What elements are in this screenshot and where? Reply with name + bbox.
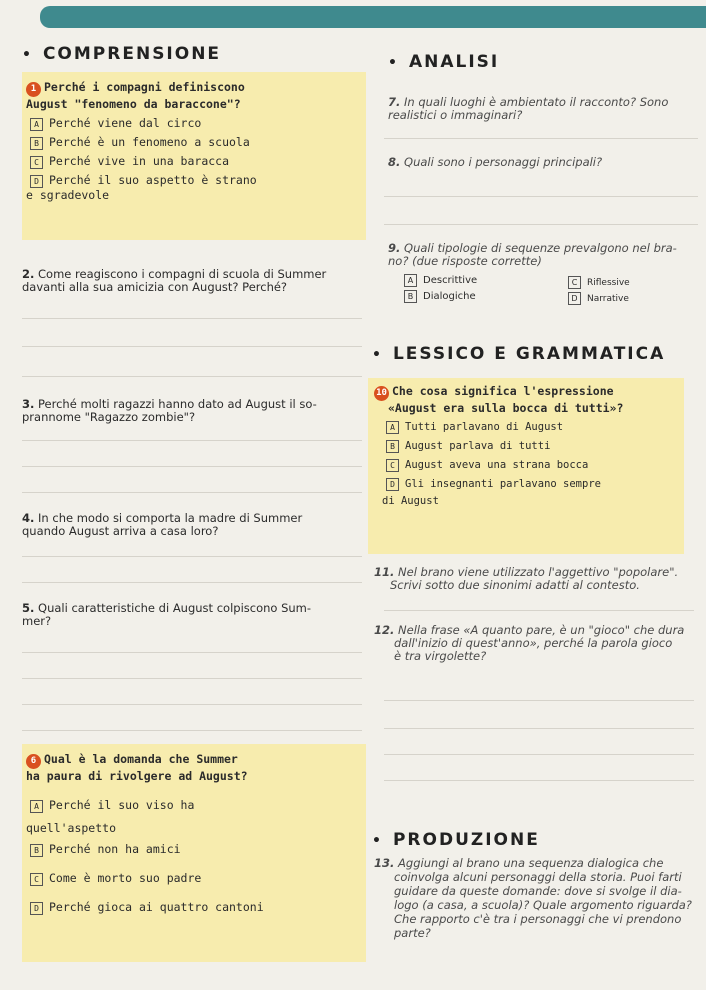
q9-option-c[interactable]: C Riflessive <box>568 276 630 290</box>
question-5: 5. Quali caratteristiche di August colpiscono Sum- mer? <box>22 601 312 628</box>
answer-line[interactable] <box>384 700 694 701</box>
question-2: 2. Come reagiscono i compagni di scuola di Summer davanti alla sua amicizia con August? Perché? <box>22 267 327 294</box>
question-number: 1 <box>26 82 41 97</box>
question-1-options <box>26 116 257 203</box>
q9-option-b[interactable]: B Dialogiche <box>404 290 476 303</box>
answer-line[interactable] <box>22 440 362 441</box>
answer-line[interactable] <box>384 610 694 611</box>
question-9: 9. Quali tipologie di sequenze prevalgono nel bra- no? (due risposte corrette) <box>388 241 677 268</box>
option-a[interactable]: A Perché il suo viso ha <box>30 798 264 813</box>
option-d[interactable]: D Perché gioca ai quattro cantoni <box>30 900 264 915</box>
answer-line[interactable] <box>384 138 698 139</box>
answer-line[interactable] <box>22 376 362 377</box>
option-a-continued: quell'aspetto <box>26 821 117 835</box>
q9-option-d[interactable]: D Narrative <box>568 292 629 306</box>
question-1-text: 1 Perché i compagni definiscono August "fenomeno da baraccone"? <box>26 80 245 111</box>
question-4: 4. In che modo si comporta la madre di Summer quando August arriva a casa loro? <box>22 511 303 538</box>
answer-line[interactable] <box>384 728 694 729</box>
option-c[interactable]: C August aveva una strana bocca <box>386 458 601 473</box>
option-d-continued: di August <box>382 495 439 507</box>
answer-line[interactable] <box>384 196 698 197</box>
answer-line[interactable] <box>22 466 362 467</box>
answer-line[interactable] <box>22 678 362 679</box>
option-d[interactable]: D Perché il suo aspetto è strano <box>30 173 257 188</box>
answer-line[interactable] <box>22 704 362 705</box>
question-10-options <box>382 420 601 509</box>
question-8: 8. Quali sono i personaggi principali? <box>388 155 603 169</box>
option-b[interactable]: B Perché non ha amici <box>30 842 264 857</box>
option-a[interactable]: A Tutti parlavano di August <box>386 420 601 435</box>
answer-line[interactable] <box>22 318 362 319</box>
header-comprensione: • COMPRENSIONE <box>22 44 221 64</box>
option-b[interactable]: B Perché è un fenomeno a scuola <box>30 135 257 150</box>
question-13: 13. Aggiungi al brano una sequenza dialogica che coinvolga alcuni personaggi della storia. Puoi farti guidare da queste domande: dove si svolge il dia- logo (a casa, a scuola)? Quale argomento riguarda? Che rapporto c'è tra i personaggi che vi prendono parte? <box>374 856 692 940</box>
question-12: 12. Nella frase «A quanto pare, è un "gioco" che dura dall'inizio di quest'anno», perché la parola gioco è tra virgolette? <box>374 623 685 663</box>
option-c[interactable]: C Perché vive in una baracca <box>30 154 257 169</box>
answer-line[interactable] <box>22 730 362 731</box>
answer-line[interactable] <box>384 754 694 755</box>
top-accent-bar <box>40 6 706 28</box>
option-d-continued: e sgradevole <box>26 188 110 202</box>
question-10-text: 10 Che cosa significa l'espressione «August era sulla bocca di tutti»? <box>374 384 623 416</box>
question-6-options <box>26 798 264 915</box>
option-d[interactable]: D Gli insegnanti parlavano sempre <box>386 477 601 492</box>
question-3: 3. Perché molti ragazzi hanno dato ad August il so- prannome "Ragazzo zombie"? <box>22 397 317 424</box>
question-6-text: 6 Qual è la domanda che Summer ha paura di rivolgere ad August? <box>26 752 248 783</box>
question-number: 10 <box>374 386 389 401</box>
question-number: 6 <box>26 754 41 769</box>
answer-line[interactable] <box>22 492 362 493</box>
option-b[interactable]: B August parlava di tutti <box>386 439 601 454</box>
answer-line[interactable] <box>22 582 362 583</box>
question-7: 7. In quali luoghi è ambientato il racconto? Sono realistici o immaginari? <box>388 95 669 122</box>
answer-line[interactable] <box>22 652 362 653</box>
option-c[interactable]: C Come è morto suo padre <box>30 871 264 886</box>
q9-option-a[interactable]: A Descrittive <box>404 274 477 287</box>
question-11: 11. Nel brano viene utilizzato l'aggettivo "popolare". Scrivi sotto due sinonimi adatti al contesto. <box>374 565 679 592</box>
answer-line[interactable] <box>22 346 362 347</box>
option-a[interactable]: A Perché viene dal circo <box>30 116 257 131</box>
answer-line[interactable] <box>384 224 698 225</box>
answer-line[interactable] <box>384 780 694 781</box>
header-lessico: • LESSICO E GRAMMATICA <box>372 344 665 364</box>
header-analisi: • ANALISI <box>388 52 499 72</box>
answer-line[interactable] <box>22 556 362 557</box>
header-produzione: • PRODUZIONE <box>372 830 540 850</box>
